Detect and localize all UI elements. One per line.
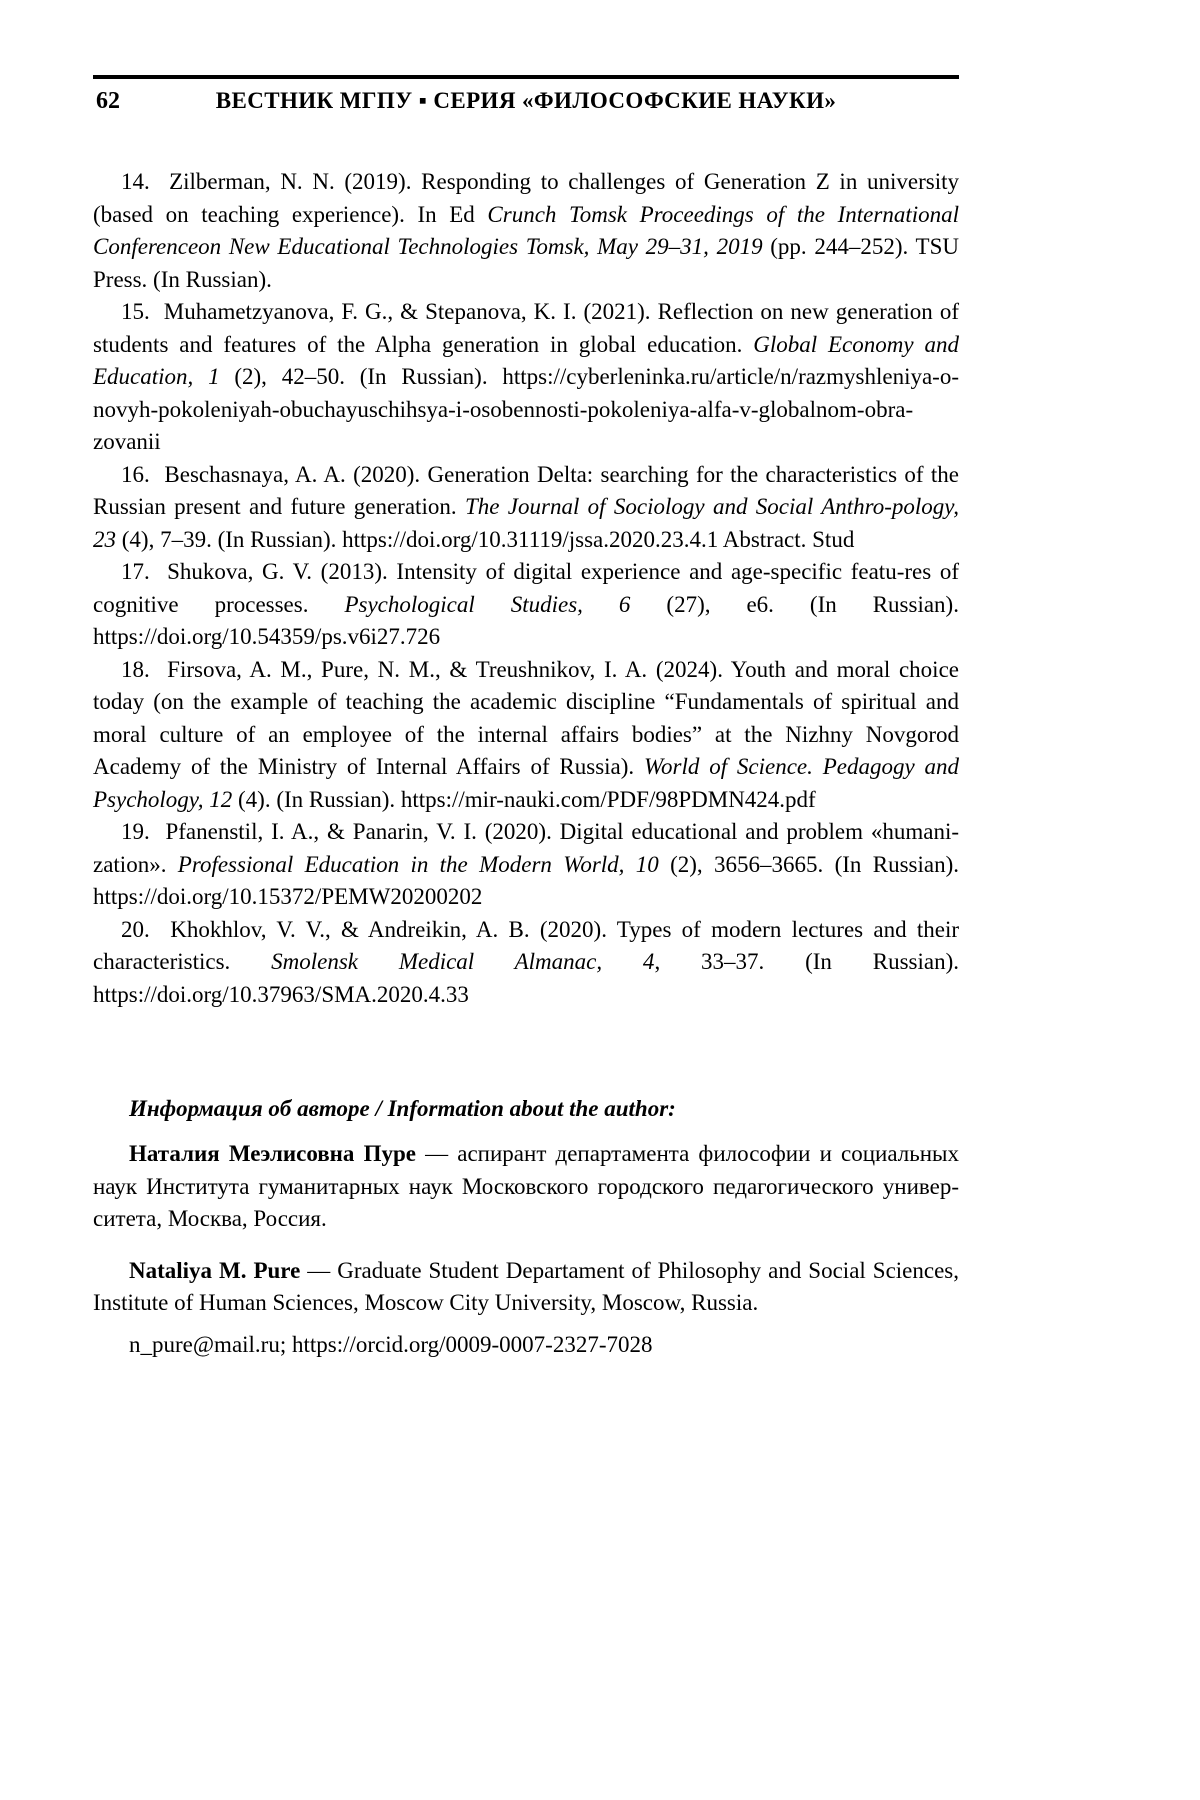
author-info-section: [93, 1093, 959, 1361]
header-rule: [93, 75, 959, 79]
header-row: [93, 86, 959, 118]
journal-title: ВЕСТНИК МГПУ ▪ СЕРИЯ «ФИЛОСОФСКИЕ НАУКИ»: [215, 88, 837, 113]
page-header: [93, 75, 959, 118]
page-number: 62: [96, 88, 120, 114]
reference-item-19: 19. Pfanenstil, I. A., & Panarin, V. I. (2020). Digital educational and problem «humani-zation». Professional Education in the Modern World, 10 (2), 3656–3665. (In Russian). https://doi.org/10.15372/PEMW20200202: [93, 819, 959, 909]
author-info-russian: Наталия Меэлисовна Пуре — аспирант департамента философии и социальных наук Института гуманитарных наук Московского городского педагогического универ-ситета, Москва, Россия.: [93, 1141, 959, 1231]
author-contact: n_pure@mail.ru; https://orcid.org/0009-0007-2327-7028: [129, 1331, 653, 1357]
page-content: [93, 75, 959, 1361]
reference-item-16: 16. Beschasnaya, A. A. (2020). Generation Delta: searching for the characteristics of the Russian present and future generation. The Journal of Sociology and Social Anthro-pology, 23 (4), 7–39. (In Russian). https://doi.org/10.31119/jssa.2020.23.4.1 Abstract. Stud: [93, 461, 959, 552]
reference-item-20: 20. Khokhlov, V. V., & Andreikin, A. B. (2020). Types of modern lectures and their characteristics. Smolensk Medical Almanac, 4, 33–37. (In Russian). https://doi.org/10.37963/SMA.2020.4.33: [93, 916, 959, 1007]
reference-item-15: 15. Muhametzyanova, F. G., & Stepanova, K. I. (2021). Reflection on new generation of students and features of the Alpha generation in global education. Global Economy and Education, 1 (2), 42–50. (In Russian). https://cyberleninka.ru/article/n/razmyshleniya-o-novyh-pokoleniyah-obuchayuschihsya-i-osobennosti-pokoleniya-alfa-v-globalnom-obra-zovanii: [93, 299, 960, 454]
references-section: [93, 166, 959, 1011]
reference-item-14: 14. Zilberman, N. N. (2019). Responding to challenges of Generation Z in university (based on teaching experience). In Ed Crunch Tomsk Proceedings of the International Conferenceon New Educational Technologies Tomsk, May 29–31, 2019 (pp. 244–252). TSU Press. (In Russian).: [93, 169, 959, 292]
reference-item-17: 17. Shukova, G. V. (2013). Intensity of digital experience and age-specific featu-res of cognitive processes. Psychological Studies, 6 (27), e6. (In Russian). https://doi.org/10.54359/ps.v6i27.726: [93, 559, 959, 649]
reference-item-18: 18. Firsova, A. M., Pure, N. M., & Treushnikov, I. A. (2024). Youth and moral choice today (on the example of teaching the academic discipline “Fundamentals of spiritual and moral culture of an employee of the internal affairs bodies” at the Nizhny Novgorod Academy of the Ministry of Internal Affairs of Russia). World of Science. Pedagogy and Psychology, 12 (4). (In Russian). https://mir-nauki.com/PDF/98PDMN424.pdf: [93, 656, 959, 812]
author-info-english: Nataliya M. Pure — Graduate Student Departament of Philosophy and Social Sciences, Institute of Human Sciences, Moscow City University, Moscow, Russia.: [93, 1257, 959, 1315]
author-info-heading: Информация об авторе / Information about the author:: [129, 1096, 676, 1121]
